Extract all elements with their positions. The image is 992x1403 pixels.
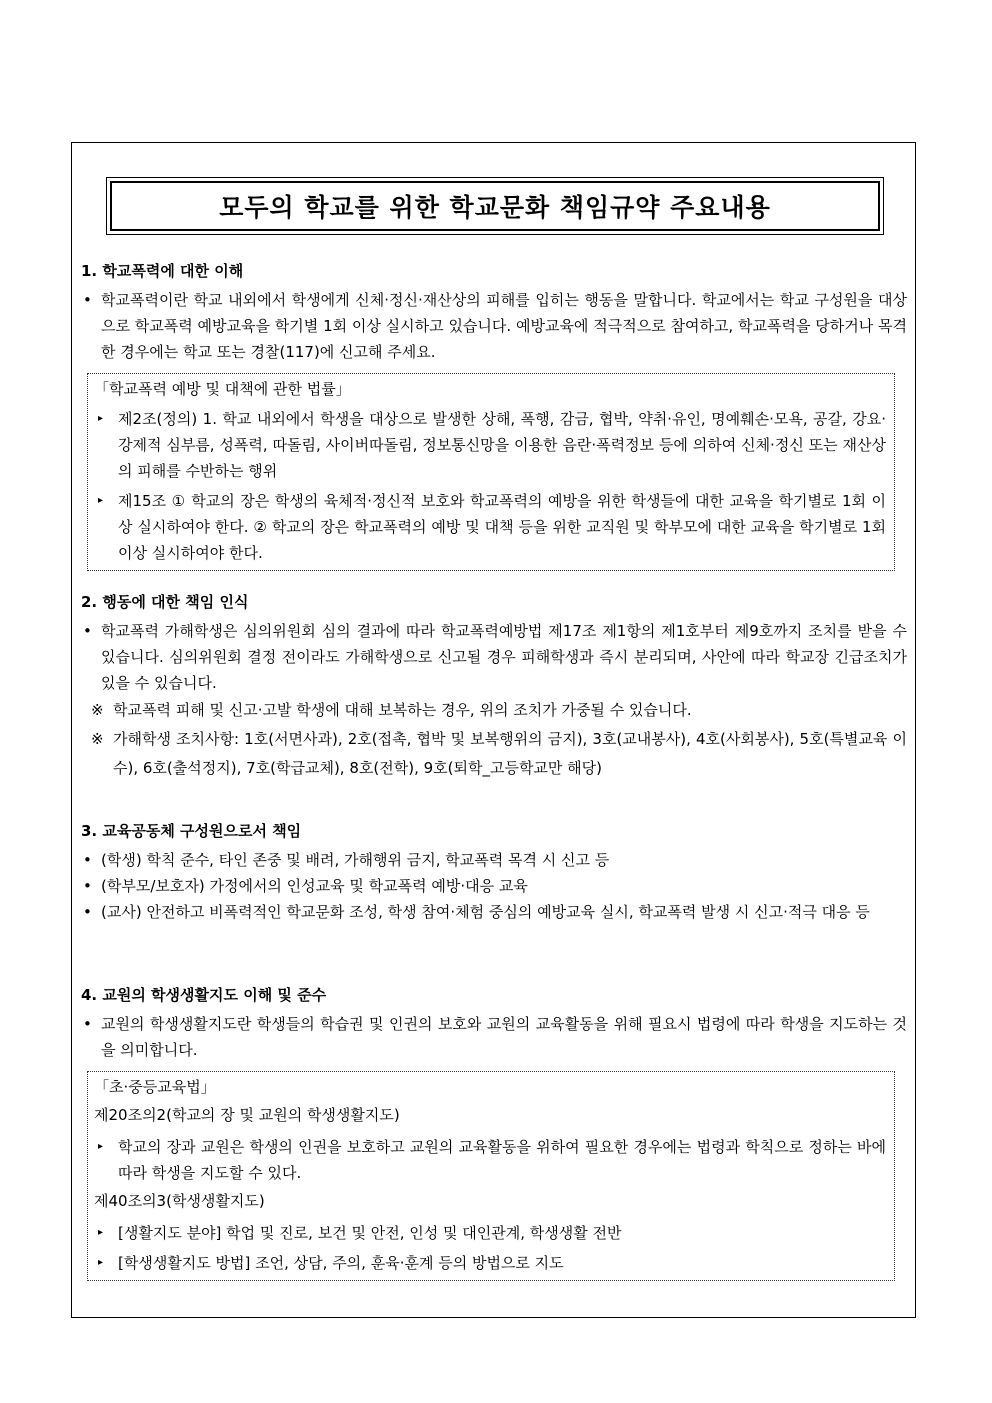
bullet-text: (교사) 안전하고 비폭력적인 학교문화 조성, 학생 참여·체험 중심의 예방교육 실시, 학교폭력 발생 시 신고·적극 대응 등 [101,903,870,921]
section-3 [81,821,907,925]
bullet-icon: • [83,903,92,921]
note-text: 가해학생 조치사항: 1호(서면사과), 2호(접촉, 협박 및 보복행위의 금지), 3호(교내봉사), 4호(사회봉사), 5호(특별교육 이수), 6호(출석정지), 7호(학급교체), 8호(전학), 9호(퇴학_고등학교만 해당) [113,730,907,777]
note-icon: ※ [91,701,104,719]
article-title: 제40조의3(학생생활지도) [94,1192,265,1210]
bullet-item [81,873,907,899]
law-box [87,373,895,571]
arrow-icon: ▸ [98,413,104,424]
law-title: 「초·중등교육법」 [94,1078,216,1096]
bullet-text: 교원의 학생생활지도란 학생들의 학습권 및 인권의 보호와 교원의 교육활동을 위해 필요시 법령에 따라 학생을 지도하는 것을 의미합니다. [101,1015,907,1059]
bullet-icon: • [83,851,92,869]
title-box [106,177,884,235]
section-heading: 1. 학교폭력에 대한 이해 [81,262,244,280]
page-title: 모두의 학교를 위한 학교문화 책임규약 주요내용 [110,181,880,231]
section-heading: 4. 교원의 학생생활지도 이해 및 준수 [81,986,327,1004]
bullet-item [81,618,907,696]
bullet-text: (학부모/보호자) 가정에서의 인성교육 및 학교폭력 예방·대응 교육 [101,877,528,895]
bullet-icon: • [83,291,92,309]
law-item [94,1134,886,1186]
law-title: 「학교폭력 예방 및 대책에 관한 법률」 [94,380,351,398]
law-item-text: [생활지도 분야] 학업 및 진로, 보건 및 안전, 인성 및 대인관계, 학생생활 전반 [118,1224,622,1242]
article-title: 제20조의2(학교의 장 및 교원의 학생생활지도) [94,1106,400,1124]
law-item-text: [학생생활지도 방법] 조언, 상담, 주의, 훈육·훈계 등의 방법으로 지도 [118,1254,564,1272]
section-2 [81,592,907,783]
law-item [94,488,886,566]
document-frame [71,142,916,1318]
law-item-text: 제2조(정의) 1. 학교 내외에서 학생을 대상으로 발생한 상해, 폭행, 감금, 협박, 약취·유인, 명예훼손·모욕, 공갈, 강요·강제적 심부름, 성폭력, 따돌림, 사이버따돌림, 정보통신망을 이용한 음란·폭력정보 등에 의하여 신체·정신 또는 재산상의 피해를 수반하는 행위 [118,410,886,480]
bullet-item [81,1011,907,1063]
note-text: 학교폭력 피해 및 신고·고발 학생에 대해 보복하는 경우, 위의 조치가 가중될 수 있습니다. [113,701,692,719]
section-heading: 3. 교육공동체 구성원으로서 책임 [81,822,302,840]
bullet-text: 학교폭력 가해학생은 심의위원회 심의 결과에 따라 학교폭력예방법 제17조 제1항의 제1호부터 제9호까지 조치를 받을 수 있습니다. 심의위원회 결정 전이라도 가해학생으로 신고될 경우 피해학생과 즉시 분리되며, 사안에 따라 학교장 긴급조치가 있을 수 있습니다. [101,622,907,692]
bullet-text: (학생) 학칙 준수, 타인 존중 및 배려, 가해행위 금지, 학교폭력 목격 시 신고 등 [101,851,610,869]
law-item-text: 제15조 ① 학교의 장은 학생의 육체적·정신적 보호와 학교폭력의 예방을 위한 학생들에 대한 교육을 학기별로 1회 이상 실시하여야 한다. ② 학교의 장은 학교폭력의 예방 및 대책 등을 위한 교직원 및 학부모에 대한 교육을 학기별로 1회 이상 실시하여야 한다. [118,492,886,562]
law-item [94,1220,886,1246]
law-box [87,1071,895,1281]
law-item [94,1250,886,1276]
note-item [81,725,907,783]
section-heading: 2. 행동에 대한 책임 인식 [81,593,249,611]
bullet-item [81,899,907,925]
bullet-icon: • [83,1015,92,1033]
law-item-text: 학교의 장과 교원은 학생의 인권을 보호하고 교원의 교육활동을 위하여 필요한 경우에는 법령과 학칙으로 정하는 바에 따라 학생을 지도할 수 있다. [118,1138,886,1182]
note-item [81,696,907,725]
bullet-icon: • [83,877,92,895]
bullet-item [81,287,907,365]
bullet-item [81,847,907,873]
arrow-icon: ▸ [98,1141,104,1152]
arrow-icon: ▸ [98,1227,104,1238]
section-4 [81,985,907,1281]
law-item [94,406,886,484]
note-icon: ※ [91,730,104,748]
arrow-icon: ▸ [98,495,104,506]
bullet-icon: • [83,622,92,640]
arrow-icon: ▸ [98,1257,104,1268]
section-1 [81,261,907,571]
bullet-text: 학교폭력이란 학교 내외에서 학생에게 신체·정신·재산상의 피해를 입히는 행동을 말합니다. 학교에서는 학교 구성원을 대상으로 학교폭력 예방교육을 학기별 1회 이상 실시하고 있습니다. 예방교육에 적극적으로 참여하고, 학교폭력을 당하거나 목격한 경우에는 학교 또는 경찰(117)에 신고해 주세요. [101,291,907,361]
